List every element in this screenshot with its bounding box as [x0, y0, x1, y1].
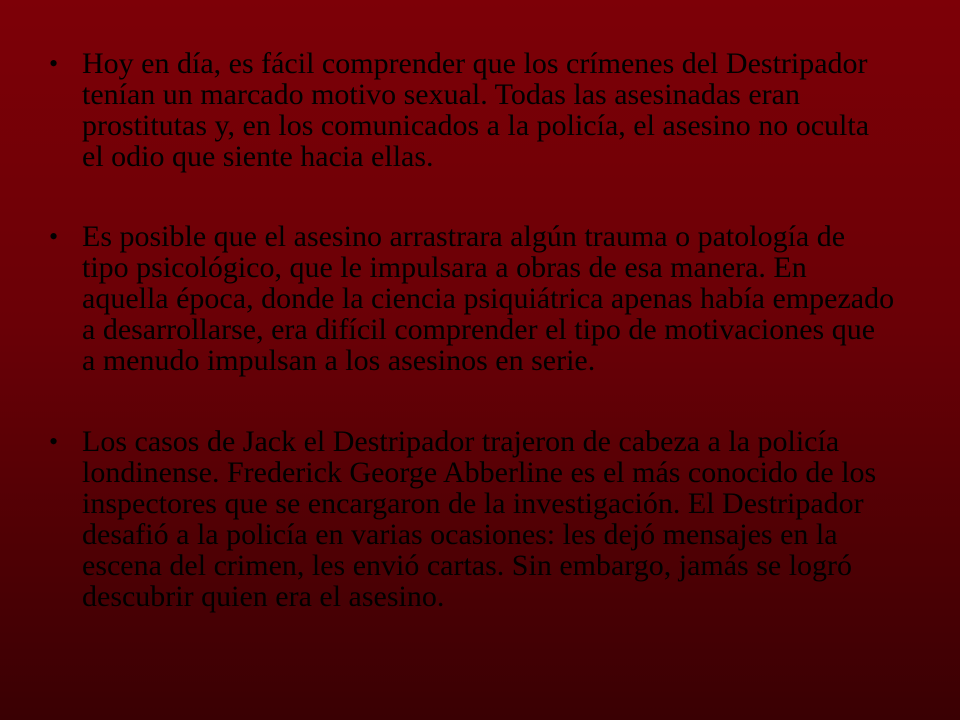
bullet-list: [45, 48, 895, 612]
bullet-item: [45, 48, 895, 172]
bullet-dot-icon: •: [49, 49, 59, 78]
bullet-dot-icon: •: [49, 222, 59, 251]
bullet-text: Los casos de Jack el Destripador trajeron de cabeza a la policía londinense. Frederick George Abberline es el más conocido de los inspectores que se encargaron de la investigación. El Destripador desafió a la policía en varias ocasiones: les dejó mensajes en la escena del crimen, les envió cartas. Sin embargo, jamás se logró descubrir quien era el asesino.: [82, 425, 877, 613]
bullet-item: [45, 221, 895, 376]
bullet-text: Es posible que el asesino arrastrara algún trauma o patología de tipo psicológico, que le impulsara a obras de esa manera. En aquella época, donde la ciencia psiquiátrica apenas había empezado a desarrollarse, era difícil comprender el tipo de motivaciones que a menudo impulsan a los asesinos en serie.: [82, 220, 895, 377]
bullet-dot-icon: •: [49, 427, 59, 456]
bullet-text: Hoy en día, es fácil comprender que los crímenes del Destripador tenían un marcado motivo sexual. Todas las asesinadas eran prostitutas y, en los comunicados a la policía, el asesino no oculta el odio que siente hacia ellas.: [82, 47, 870, 173]
bullet-item: [45, 426, 895, 612]
